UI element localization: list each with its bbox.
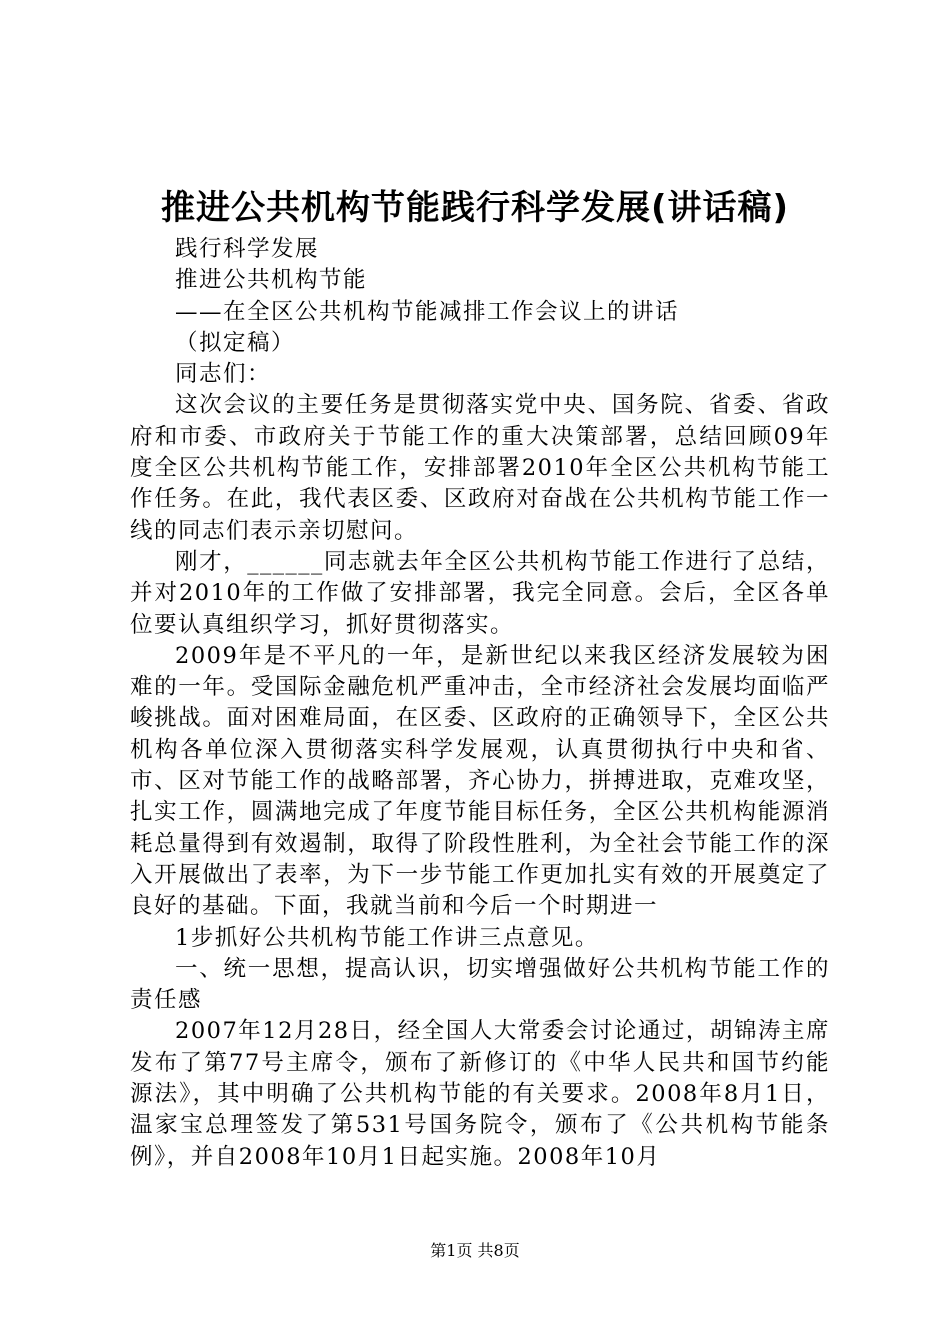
section-heading: 一、统一思想，提高认识，切实增强做好公共机构节能工作的责任感: [130, 955, 830, 1014]
subtitle-line-2: 推进公共机构节能: [175, 267, 368, 294]
subtitle-line-3: ——在全区公共机构节能减排工作会议上的讲话: [175, 298, 680, 325]
paragraph: 1步抓好公共机构节能工作讲三点意见。: [175, 924, 599, 951]
salutation: 同志们：: [175, 361, 272, 388]
paragraph: 刚才，______同志就去年全区公共机构节能工作进行了总结，并对2010年的工作做了安排部署，我完全同意。会后，全区各单位要认真组织学习，抓好贯彻落实。: [130, 548, 830, 638]
subtitle-line-1: 践行科学发展: [175, 236, 320, 262]
paragraph: 这次会议的主要任务是贯彻落实党中央、国务院、省委、省政府和市委、市政府关于节能工作的重大决策部署，总结回顾09年度全区公共机构节能工作，安排部署2010年全区公共机构节能工作任务。在此，我代表区委、区政府对奋战在公共机构节能工作一线的同志们表示亲切慰问。: [130, 392, 830, 544]
paragraph: 2009年是不平凡的一年，是新世纪以来我区经济发展较为困难的一年。受国际金融危机严重冲击，全市经济社会发展均面临严峻挑战。面对困难局面，在区委、区政府的正确领导下，全区公共机构各单位深入贯彻落实科学发展观，认真贯彻执行中央和省、市、区对节能工作的战略部署，齐心协力，拼搏进取，克难攻坚，扎实工作，圆满地完成了年度节能目标任务，全区公共机构能源消耗总量得到有效遏制，取得了阶段性胜利，为全社会节能工作的深入开展做出了表率，为下一步节能工作更加扎实有效的开展奠定了良好的基础。下面，我就当前和今后一个时期进一: [130, 642, 830, 920]
draft-note: （拟定稿）: [175, 329, 296, 356]
document-title: 推进公共机构节能践行科学发展(讲话稿): [160, 188, 790, 228]
page-footer: 第1页 共8页: [430, 1241, 520, 1260]
document-body: [130, 234, 830, 1173]
paragraph: 2007年12月28日，经全国人大常委会讨论通过，胡锦涛主席发布了第77号主席令，颁布了新修订的《中华人民共和国节约能源法》，其中明确了公共机构节能的有关要求。2008年8月1日，温家宝总理签发了第531号国务院令，颁布了《公共机构节能条例》，并自2008年10月1日起实施。2008年10月: [130, 1018, 830, 1170]
